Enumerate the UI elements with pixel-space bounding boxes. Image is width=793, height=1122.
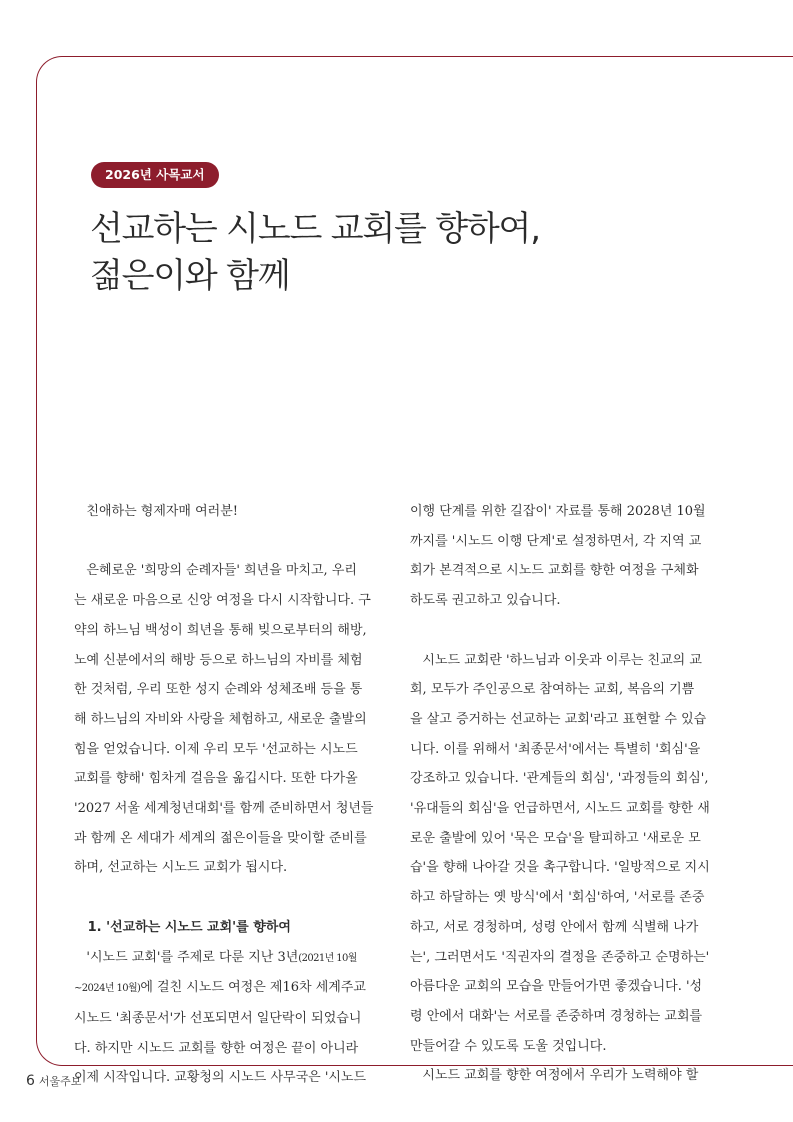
body-line: 로운 출발에 있어 '묵은 모습'을 탈피하고 '새로운 모 xyxy=(410,830,701,846)
body-text: '시노드 교회'를 주제로 다룬 지난 3년 xyxy=(74,949,299,965)
title-line: 젊은이와 함께 xyxy=(90,256,290,296)
body-line: 회가 본격적으로 시노드 교회를 향한 여정을 구체화 xyxy=(410,563,699,579)
body-text: 에 걸친 시노드 여정은 제16차 세계주교 xyxy=(140,980,366,996)
right-column xyxy=(410,497,730,1091)
body-line: 하고 하달하는 옛 방식'에서 '회심'하여, '서로를 존중 xyxy=(410,890,705,906)
left-column xyxy=(74,497,394,1093)
date-range-end: ~2024년 10월) xyxy=(74,983,141,995)
body-line: 하며, 선교하는 시노드 교회가 됩시다. xyxy=(74,860,288,876)
body-line xyxy=(74,943,394,974)
body-line: 교회를 향해' 힘차게 걸음을 옮깁시다. 또한 다가올 xyxy=(74,771,358,787)
page-title xyxy=(90,206,770,300)
date-range-start: (2021년 10월 xyxy=(298,952,357,964)
page-footer xyxy=(26,1073,81,1089)
body-line: 해 하느님의 자비와 사랑을 체험하고, 새로운 출발의 xyxy=(74,711,367,727)
body-line: 시노드 교회를 향한 여정에서 우리가 노력해야 할 xyxy=(410,1068,699,1084)
publication-name: 서울주보 xyxy=(38,1075,82,1088)
body-line: 다. 하지만 시노드 교회를 향한 여정은 끝이 아니라 xyxy=(74,1040,359,1056)
body-line xyxy=(74,973,394,1004)
body-line: 아름다운 교회의 모습을 만들어가면 좋겠습니다. '성 xyxy=(410,979,703,995)
body-line: '유대들의 회심'을 언급하면서, 시노드 교회를 향한 새 xyxy=(410,801,710,817)
body-line: 회, 모두가 주인공으로 참여하는 교회, 복음의 기쁨 xyxy=(410,682,695,698)
body-line: 령 안에서 대화'는 서로를 존중하며 경청하는 교회를 xyxy=(410,1008,703,1024)
body-line: 만들어갈 수 있도록 도울 것입니다. xyxy=(410,1038,607,1054)
body-line: 하도록 권고하고 있습니다. xyxy=(410,593,561,609)
section-tag: 2026년 사목교서 xyxy=(91,162,219,188)
greeting: 친애하는 형제자매 여러분! xyxy=(74,504,239,519)
page-number: 6 xyxy=(26,1073,35,1089)
body-line: 노예 신분에서의 해방 등으로 하느님의 자비를 체험 xyxy=(74,652,363,668)
spacer xyxy=(74,883,394,913)
body-line: 을 살고 증거하는 선교하는 교회'라고 표현할 수 있습 xyxy=(410,711,707,727)
spacer xyxy=(410,616,730,646)
body-line: 은혜로운 '희망의 순례자들' 희년을 마치고, 우리 xyxy=(74,563,357,579)
body-line: 이행 단계를 위한 길잡이' 자료를 통해 2028년 10월 xyxy=(410,504,706,519)
body-line: 니다. 이를 위해서 '최종문서'에서는 특별히 '회심'을 xyxy=(410,741,701,757)
body-line: 시노드 교회란 '하느님과 이웃과 이루는 친교의 교 xyxy=(410,652,702,668)
body-line: 시노드 '최종문서'가 선포되면서 일단락이 되었습니 xyxy=(74,1010,362,1026)
body-line: 약의 하느님 백성이 희년을 통해 빚으로부터의 해방, xyxy=(74,622,367,638)
title-line: 선교하는 시노드 교회를 향하여, xyxy=(90,209,540,249)
body-line: '2027 서울 세계청년대회'를 함께 준비하면서 청년들 xyxy=(74,801,374,817)
body-line: 는 새로운 마음으로 신앙 여정을 다시 시작합니다. 구 xyxy=(74,593,371,609)
body-line: 습'을 향해 나아갈 것을 촉구합니다. '일방적으로 지시 xyxy=(410,860,710,876)
body-line: 강조하고 있습니다. '관계들의 회심', '과정들의 회심', xyxy=(410,771,709,787)
body-line: 는', 그러면서도 '직권자의 결정을 존중하고 순명하는' xyxy=(410,949,710,965)
section-heading: 1. '선교하는 시노드 교회'를 향하여 xyxy=(74,919,291,935)
body-line: 까지를 '시노드 이행 단계'로 설정하면서, 각 지역 교 xyxy=(410,533,702,549)
body-line: 이제 시작입니다. 교황청의 시노드 사무국은 '시노드 xyxy=(74,1070,367,1086)
body-line: 과 함께 온 세대가 세계의 젊은이들을 맞이할 준비를 xyxy=(74,830,367,846)
body-line: 힘을 얻었습니다. 이제 우리 모두 '선교하는 시노드 xyxy=(74,741,358,757)
body-line: 하고, 서로 경청하며, 성령 안에서 함께 식별해 나가 xyxy=(410,919,699,935)
body-line: 한 것처럼, 우리 또한 성지 순례와 성체조배 등을 통 xyxy=(74,682,363,698)
spacer xyxy=(74,527,394,557)
